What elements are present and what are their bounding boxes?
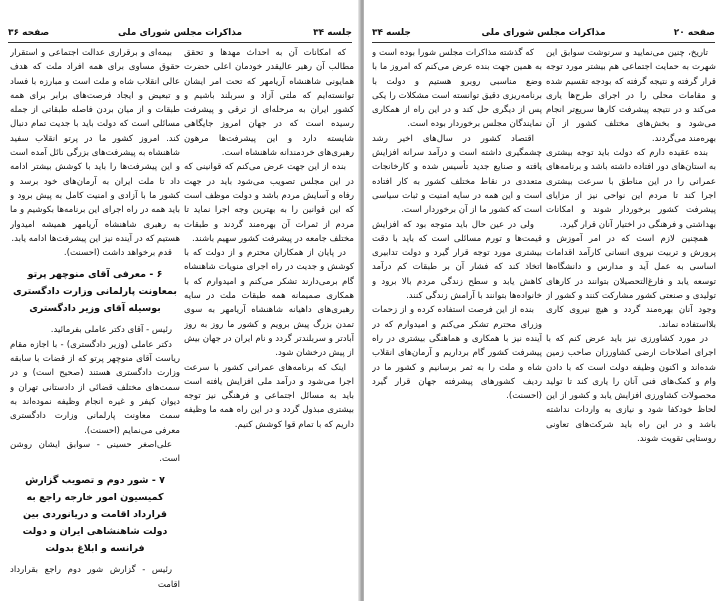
paragraph: که گذشته مذاکرات مجلس شورا بوده است و به همین جهت بنده عرض می‌کنم که امروز ما با وضع مناسبی روبرو هستیم و دولت با برنامه‌ریزی دقیق توانسته است مشکلات را یکی پس از دیگری حل کند و در این راه از همکاری نمایندگان مجلس برخوردار بوده است. <box>372 48 542 130</box>
paragraph: بنده از این فرصت استفاده کرده و از زحمات وزرای محترم تشکر می‌کنم و امیدوارم که در آینده نیز با همکاری و هماهنگی بیشتری در راه پیشرفت کشور گام برداریم و آرمان‌های انقلاب شاه و ملت را به ثمر برسانیم و کشور ما در ردیف کشورهای پیشرفته جهان قرار گیرد (احسنت). <box>372 305 542 402</box>
paragraph: در پایان از همکاران محترم و از دولت که با کوشش و جدیت در راه اجرای منویات شاهنشاه گام برمی‌دارند تشکر می‌کنم و امیدوارم که با همکاری صمیمانه همه طبقات ملت در سایه رهبری‌های داهیانه شاهنشاه آریامهر به سوی تمدن بزرگ پیش برویم و کشور ما روز به روز آبادتر و سربلندتر گردد و نام ایران در جهان بیش از پیش درخشان شود. <box>184 248 354 359</box>
text-column-left <box>10 46 180 596</box>
paragraph: اقتصاد کشور در سال‌های اخیر رشد چشمگیری داشته است و درآمد سرانه افزایش یافته و صنایع جدید تأسیس شده و کارخانجات متعددی در نقاط مختلف کشور به کار افتاده است و این همه در سایه امنیت و ثبات سیاسی است که کشور ما از آن برخوردار است. <box>372 133 542 216</box>
left-page <box>0 0 360 601</box>
header-title: مذاکرات مجلس شورای ملی <box>117 28 243 38</box>
speaker-line: علی‌اصغر حسینی - سوابق ایشان روشن است. <box>10 439 180 465</box>
section-heading-7: ۷ - شور دوم و تصویب گزارش کمیسیون امور خارجه راجع به قرارداد اقامت و دریانوردی بین دولت شاهنشاهی ایران و دولت فرانسه و ابلاغ بدولت <box>22 475 168 555</box>
text-column-left <box>372 46 542 596</box>
speaker-line: رئیس - آقای دکتر عاملی بفرمائید. <box>50 325 172 336</box>
running-header <box>8 28 352 43</box>
text-column-right <box>546 46 716 596</box>
paragraph: که امکانات آن به احداث مهدها و تحقق مطالب آن رهبر عالیقدر خودمان اعلی حضرت همایونی شاهنشاه آریامهر که تحت امر ایشان توانسته‌ایم که ملتی آزاد و سربلند باشیم و کشور ایران به مرحله‌ای از ترقی و پیشرفت رسیده است که در جهان امروز جایگاهی شایسته دارد و این پیشرفت‌ها مرهون رهبری‌های خردمندانه شاهنشاه است. <box>184 48 354 159</box>
paragraph: بنده عقیده دارم که دولت باید توجه بیشتری به استان‌های دور افتاده داشته باشد و برنامه‌های عمرانی را در این مناطق با سرعت بیشتری اجرا کند تا مردم این نواحی نیز از مزایای پیشرفت کشور برخوردار شوند و امکانات بهداشتی و فرهنگی در اختیار آنان قرار گیرد. <box>546 148 716 230</box>
running-header <box>372 28 715 43</box>
paragraph: تاریخ، چنین می‌نمایید و سرنوشت سوابق این شهرت به حمایت اجتماعی هم بیشتر مورد توجه قرار گرفته و نتیجه گرفته که بودجه تقسیم شده و مقامات محلی را در اجرای طرح‌ها یاری می‌کند و در نتیجه پیشرفت کارها سریع‌تر انجام می‌شود و بخش‌های مختلف کشور از آن بهره‌مند می‌گردند. <box>546 48 716 144</box>
text-column-right <box>184 46 354 596</box>
paragraph: بنده از این جهت عرض می‌کنم که قوانینی که در این مجلس تصویب می‌شود باید در جهت رفاه و آسایش مردم باشد و دولت موظف است که این قوانین را به بهترین وجه اجرا نماید تا مردم از ثمرات آن بهره‌مند گردند و طبقات مختلف جامعه در پیشرفت کشور سهیم باشند. <box>184 162 354 244</box>
paragraph: بیمه‌ای و برقراری عدالت اجتماعی و استقرار حقوق مساوی برای همه افراد ملت که هدف عالی انقلاب شاه و ملت است و مبارزه با فساد و تبعیض و ایجاد فرصت‌های برابر برای همه طبقات و از میان بردن فاصله طبقاتی از جمله مسائلی است که دولت باید با جدیت تمام دنبال کند. امروز کشور ما در پرتو انقلاب سفید شاهنشاه به پیشرفت‌های بزرگی نائل آمده است و این پیشرفت‌ها را باید با کوشش بیشتر ادامه داد تا ملت ایران به آرمان‌های خود برسد و کشور ما با آزادی و امنیت کامل به پیش برود و باید همه در راه اجرای این برنامه‌ها بکوشیم و ما به رهبری شاهنشاه آریامهر همیشه امیدوار هستیم که در آینده نیز این پیشرفت‌ها ادامه یابد. <box>10 48 180 244</box>
speaker-line: رئیس - گزارش شور دوم راجع بقرارداد اقامت <box>10 565 180 590</box>
paragraph: قدم برخواهد داشت (احسنت). <box>63 248 172 259</box>
section-heading-6: ۶ - معرفی آقای منوچهر پرتو بمعاونت پارلمانی وزارت دادگستری بوسیله آقای وزیر دادگستری <box>13 269 177 315</box>
paragraph: ولی در عین حال باید متوجه بود که افزایش قیمت‌ها و تورم مسائلی است که باید با دقت بیشتری مورد توجه قرار گیرد و دولت تدابیری اتخاذ کند که فشار آن بر طبقات کم درآمد کاهش یابد و سطح زندگی مردم بالا برود و خانواده‌ها بتوانند با آرامش زندگی کنند. <box>372 219 542 302</box>
page-number: صفحه ۳۶ <box>8 28 50 38</box>
paragraph: همچنین لازم است که در امر آموزش و پرورش و تربیت نیروی انسانی کارآمد اقدامات اساسی به عمل آید و مدارس و دانشگاه‌ها توسعه یابد و فارغ‌التحصیلان بتوانند در کارهای تولیدی و صنعتی کشور مشارکت کنند و کشور از وجود آنان بهره‌مند گردد و هیچ نیروی کاری بلااستفاده نماند. <box>546 233 716 330</box>
paragraph: اینک که برنامه‌های عمرانی کشور با سرعت اجرا می‌شود و درآمد ملی افزایش یافته است باید به مسائل اجتماعی و فرهنگی نیز توجه بیشتری مبذول گردد و در این راه همه ما وظیفه داریم که با تمام قوا کوشش کنیم. <box>184 362 354 430</box>
paragraph: در مورد کشاورزی نیز باید عرض کنم که با اجرای اصلاحات ارضی کشاورزان صاحب زمین شده‌اند و اکنون وظیفه دولت است که با دادن وام و کمک‌های فنی آنان را یاری کند تا تولید محصولات کشاورزی افزایش یابد و کشور از این لحاظ خودکفا شود و نیازی به واردات نداشته باشد و در این راه باید شرکت‌های تعاونی روستایی تقویت شوند. <box>546 333 716 445</box>
session-number: جلسه ۳۴ <box>372 28 411 38</box>
header-title: مذاکرات مجلس شورای ملی <box>481 28 606 38</box>
page-number: صفحه ۲۰ <box>673 28 715 38</box>
session-number: جلسه ۳۴ <box>313 28 352 38</box>
right-page <box>364 0 723 601</box>
paragraph: دکتر عاملی (وزیر دادگستری) - با اجازه مقام ریاست آقای منوچهر پرتو که از قضات با سابقه وزارت دادگستری هستند (صحیح است) و در سمت‌های مختلف قضائی از دادستانی تهران و دیوان کیفر و غیره انجام وظیفه نموده‌اند به سمت معاونت پارلمانی وزارت دادگستری معرفی می‌نمایم (احسنت). <box>10 339 180 436</box>
